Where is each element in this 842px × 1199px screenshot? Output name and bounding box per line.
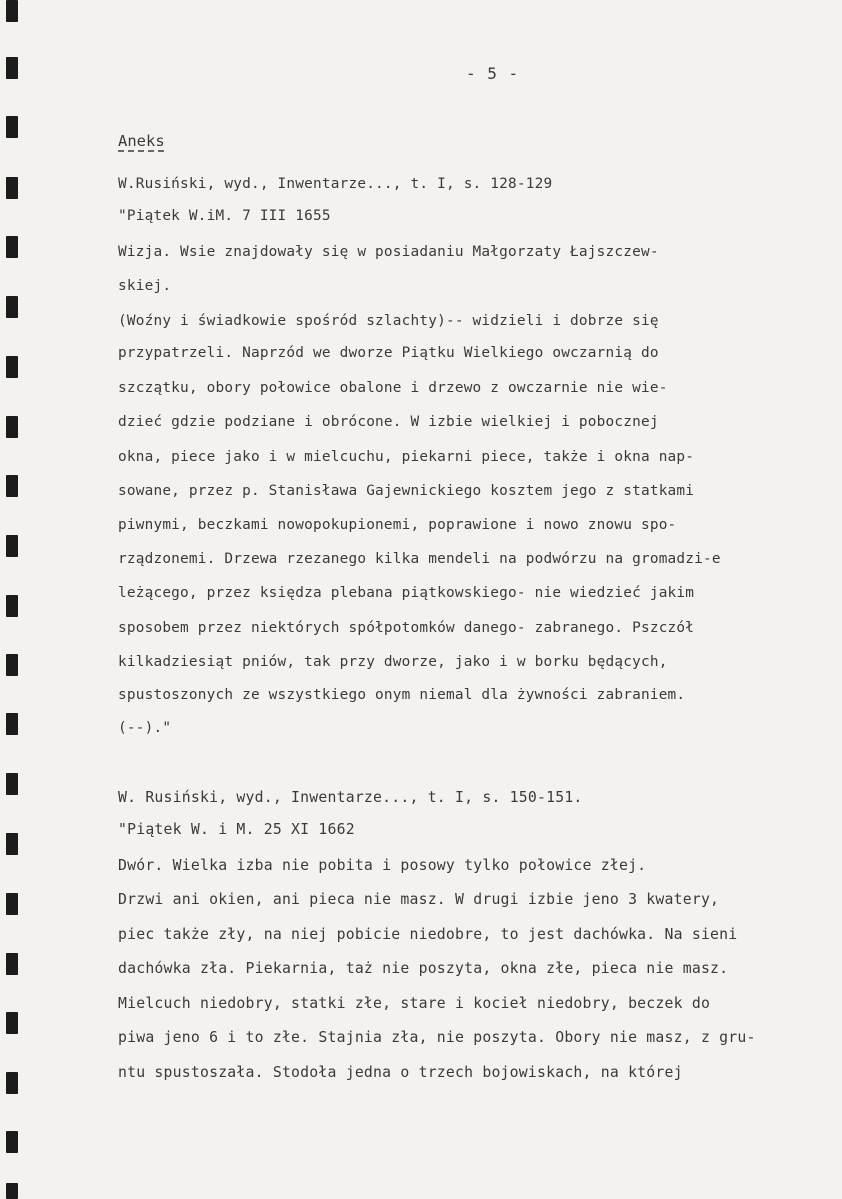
text-line: sowane, przez p. Stanisława Gajewnickiego kosztem jego z statkami	[118, 483, 695, 499]
binder-hole	[6, 1012, 18, 1034]
text-line: "Piątek W. i M. 25 XI 1662	[118, 821, 355, 838]
text-line: Drzwi ani okien, ani pieca nie masz. W drugi izbie jeno 3 kwatery,	[118, 891, 720, 908]
binder-hole	[6, 595, 18, 617]
text-line: spustoszonych ze wszystkiego onym niemal dla żywności zabraniem.	[118, 687, 686, 703]
binder-hole	[6, 116, 18, 138]
binder-hole	[6, 1183, 18, 1199]
binder-hole	[6, 953, 18, 975]
text-line: okna, piece jako i w mielcuchu, piekarni piece, także i okna nap-	[118, 449, 695, 465]
page-number: - 5 -	[466, 64, 520, 83]
text-line: skiej.	[118, 278, 172, 294]
binder-ring-holes	[6, 0, 20, 1199]
binder-hole	[6, 1131, 18, 1153]
binder-hole	[6, 1072, 18, 1094]
text-line: piec także zły, na niej pobicie niedobre, to jest dachówka. Na sieni	[118, 926, 738, 943]
text-line: piwa jeno 6 i to złe. Stajnia zła, nie poszyta. Obory nie masz, z gru-	[118, 1029, 756, 1046]
text-line: kilkadziesiąt pniów, tak przy dworze, jako i w borku będących,	[118, 654, 668, 670]
text-line: rządzonemi. Drzewa rzezanego kilka mendeli na podwórzu na gromadzi-e	[118, 551, 721, 567]
binder-hole	[6, 773, 18, 795]
binder-hole	[6, 356, 18, 378]
text-line: (--)."	[118, 720, 172, 736]
binder-hole	[6, 893, 18, 915]
text-line: piwnymi, beczkami nowopokupionemi, poprawione i nowo znowu spo-	[118, 517, 677, 533]
binder-hole	[6, 416, 18, 438]
binder-hole	[6, 475, 18, 497]
text-line: ntu spustoszała. Stodoła jedna o trzech bojowiskach, na której	[118, 1064, 683, 1081]
text-line: szczątku, obory połowice obalone i drzewo z owczarnie nie wie-	[118, 380, 668, 396]
binder-hole	[6, 57, 18, 79]
text-line: Dwór. Wielka izba nie pobita i posowy tylko połowice złej.	[118, 857, 647, 874]
binder-hole	[6, 833, 18, 855]
binder-hole	[6, 535, 18, 557]
text-line: przypatrzeli. Naprzód we dworze Piątku Wielkiego owczarnią do	[118, 345, 659, 361]
section-heading: Aneks	[118, 132, 165, 150]
binder-hole	[6, 177, 18, 199]
binder-hole	[6, 236, 18, 258]
text-line: dzieć gdzie podziane i obrócone. W izbie wielkiej i pobocznej	[118, 414, 659, 430]
text-line: Mielcuch niedobry, statki złe, stare i kocieł niedobry, beczek do	[118, 995, 711, 1012]
binder-hole	[6, 713, 18, 735]
text-line: W.Rusiński, wyd., Inwentarze..., t. I, s. 128-129	[118, 176, 553, 192]
text-line: "Piątek W.iM. 7 III 1655	[118, 208, 331, 224]
text-line: W. Rusiński, wyd., Inwentarze..., t. I, s. 150-151.	[118, 789, 583, 806]
binder-hole	[6, 0, 18, 22]
binder-hole	[6, 296, 18, 318]
binder-hole	[6, 654, 18, 676]
text-line: leżącego, przez księdza plebana piątkowskiego- nie wiedzieć jakim	[118, 585, 695, 601]
text-line: sposobem przez niektórych spółpotomków danego- zabranego. Pszczół	[118, 620, 695, 636]
text-line: (Woźny i świadkowie spośród szlachty)-- widzieli i dobrze się	[118, 313, 659, 329]
text-line: dachówka zła. Piekarnia, taż nie poszyta, okna złe, pieca nie masz.	[118, 960, 729, 977]
text-line: Wizja. Wsie znajdowały się w posiadaniu Małgorzaty Łajszczew-	[118, 244, 659, 260]
